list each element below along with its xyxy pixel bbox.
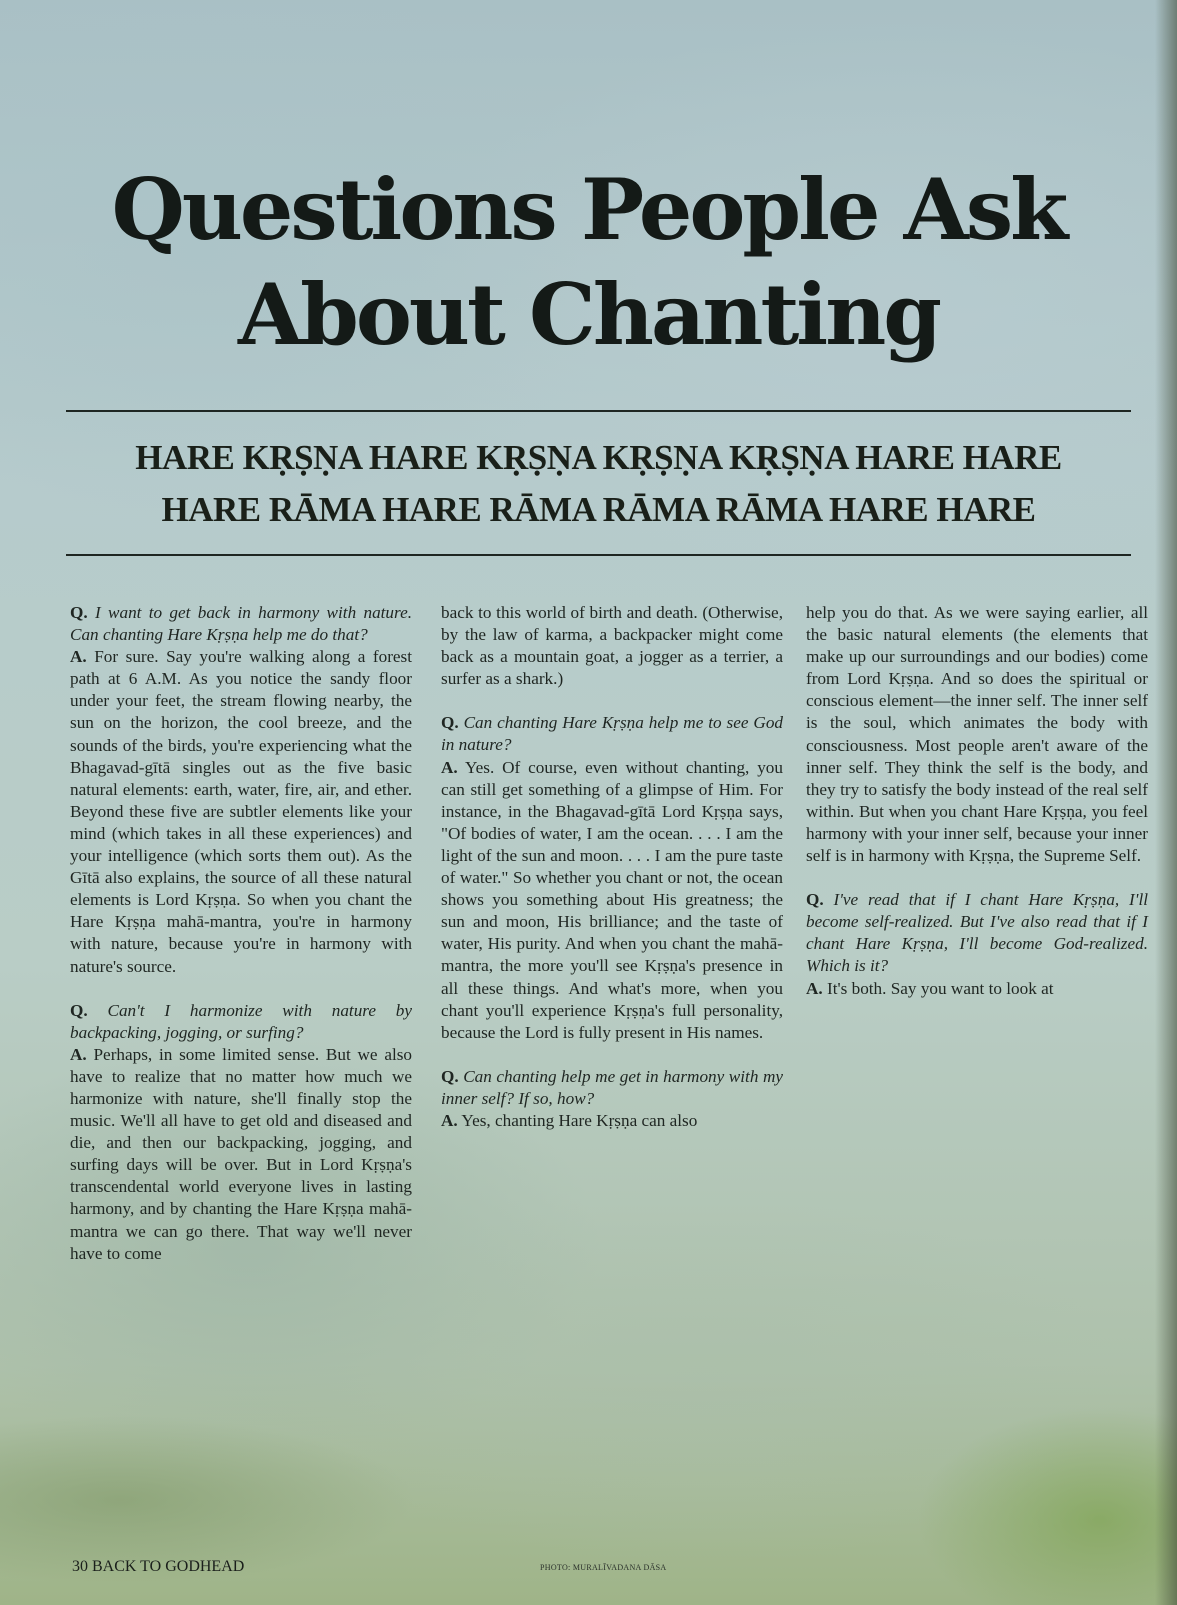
answer-4-continued: help you do that. As we were saying earlier, all the basic natural elements (the elements that make up our surroundings and our bodies) come from Lord Kṛṣṇa. And so does the spiritual or conscious element—the inner self. The inner self is the soul, which animates the body with consciousness. Most people aren't aware of the inner self. They think the self is the body, and they try to satisfy the body instead of the real self within. But when you chant Hare Kṛṣṇa, you feel harmony with your inner self, because your inner self is in harmony with Kṛṣṇa, the Supreme Self. xyxy=(806,603,1148,866)
top-rule xyxy=(66,410,1131,412)
answer-3: A. Yes. Of course, even without chanting, you can still get something of a glimpse of Him. For instance, in the Bhagavad-gītā Lord Kṛṣṇa says, "Of bodies of water, I am the ocean. . . . I am the light of the sun and moon. . . . I am the pure taste of water." So whether you chant or not, the ocean shows you something about His greatness; the sun and moon, His brilliance; and the taste of water, His purity. And when you chant the mahā-mantra, the more you'll see Kṛṣṇa's presence in all these things. And what's more, when you chant you'll experience Kṛṣṇa's full personality, because the Lord is fully present in His names. xyxy=(441,757,783,1042)
photo-credit: PHOTO: MURALĪVADANA DĀSA xyxy=(540,1563,667,1572)
question-2: Q. Can't I harmonize with nature by backpacking, jogging, or surfing? xyxy=(70,1000,412,1042)
question-1: Q. I want to get back in harmony with nature. Can chanting Hare Kṛṣṇa help me do that? xyxy=(70,603,413,645)
answer-1: A. For sure. Say you're walking along a forest path at 6 A.M. As you notice the sandy floor under your feet, the stream flowing nearby, the sun on the horizon, the cool breeze, and the sounds of the birds, you're experiencing what the Bhagavad-gītā singles out as the five basic natural elements: earth, water, fire, air, and ether. Beyond these five are subtler elements like your mind (which takes in all these experiences) and your intelligence (which sorts them out). As the Gītā also explains, the source of all these natural elements is Lord Kṛṣṇa. So when you chant the Hare Kṛṣṇa mahā-mantra, you're in harmony with nature, because you're in harmony with nature's source. xyxy=(70,647,413,976)
bottom-rule xyxy=(66,554,1131,556)
mantra-line-2: HARE RĀMA HARE RĀMA RĀMA RĀMA HARE HARE xyxy=(161,490,1036,529)
article-title-line-2: About Chanting xyxy=(238,265,939,364)
mantra-line-1: HARE KṚṢṆA HARE KṚṢṆA KṚṢṆA KṚṢṆA HARE HARE xyxy=(135,438,1062,477)
question-5: Q. I've read that if I chant Hare Kṛṣṇa, I'll become self-realized. But I've also read that if I chant Hare Kṛṣṇa, I'll become God-realized. Which is it? xyxy=(806,890,1149,976)
answer-2: A. Perhaps, in some limited sense. But we also have to realize that no matter how much we harmonize with nature, she'll finally stop the music. We'll all have to get old and diseased and die, and then our backpacking, jogging, and surfing days will be over. But in Lord Kṛṣṇa's transcendental world everyone lives in lasting harmony, and by chanting the Hare Kṛṣṇa mahā-mantra we can go there. That way we'll never have to come xyxy=(70,1044,413,1263)
question-3: Q. Can chanting Hare Kṛṣṇa help me to see God in nature? xyxy=(441,713,784,755)
answer-2-continued: back to this world of birth and death. (Otherwise, by the law of karma, a backpacker might come back as a mountain goat, a jogger as a terrier, a surfer as a shark.) xyxy=(441,603,783,689)
answer-5: A. It's both. Say you want to look at xyxy=(806,978,1054,998)
text-column-1 xyxy=(70,602,412,1287)
question-4: Q. Can chanting help me get in harmony with my inner self? If so, how? xyxy=(441,1066,783,1108)
text-column-2 xyxy=(441,602,783,1154)
article-title-line-1: Questions People Ask xyxy=(111,160,1066,259)
page-folio: 30 BACK TO GODHEAD xyxy=(72,1558,245,1575)
text-column-3 xyxy=(806,602,1148,1022)
answer-4: A. Yes, chanting Hare Kṛṣṇa can also xyxy=(441,1110,698,1130)
